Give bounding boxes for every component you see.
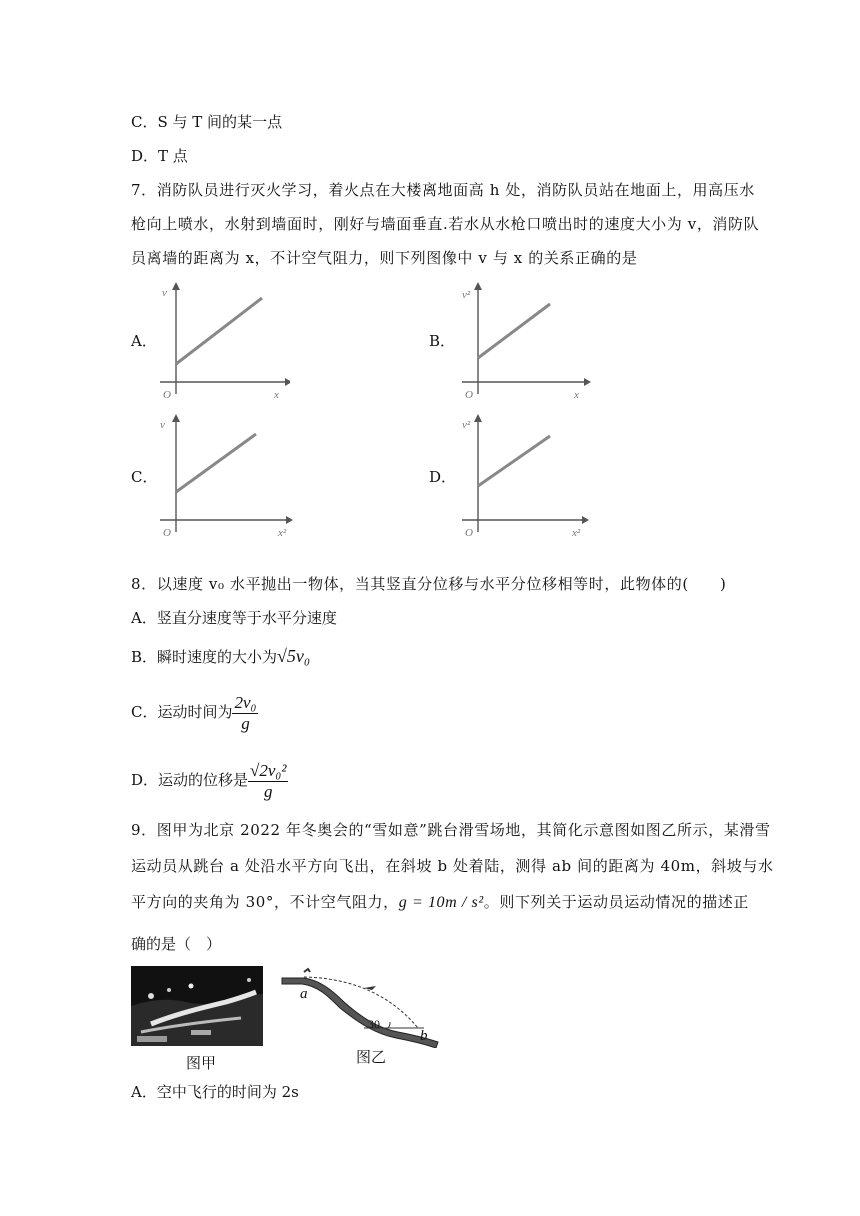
q8-option-c — [131, 692, 258, 734]
q7-graph-d-xlabel: x² — [572, 527, 581, 538]
q9-stem-line4: 确的是（ ） — [131, 935, 222, 953]
q9-schematic-angle: 30 — [368, 1017, 380, 1031]
q8-option-d-fraction: $\frac{\text{√2v₀²}}{g}$ — [250, 760, 287, 801]
q8-option-d — [131, 760, 288, 802]
q7-graph-b-xlabel: x — [574, 389, 579, 400]
q9-figure2-caption: 图乙 — [356, 1048, 387, 1066]
q7-option-a-label: A． — [131, 332, 157, 350]
q7-graph-c-origin: O — [163, 527, 171, 538]
q7-graph-d — [452, 414, 592, 538]
q9-option-a: A．空中飞行的时间为 2s — [131, 1083, 299, 1101]
q6-option-c: C．S 与 T 间的某一点 — [131, 113, 283, 131]
q8-option-b-text: B．瞬时速度的大小为 — [131, 648, 278, 666]
q9-schematic-label-b: b — [420, 1028, 428, 1044]
q7-stem-line2: 枪向上喷水，水射到墙面时，刚好与墙面垂直.若水从水枪口喷出时的速度大小为 v，消防队 — [131, 215, 760, 233]
q9-schematic-label-a: a — [300, 986, 308, 1002]
q9-schematic-figure — [278, 966, 442, 1048]
q8-option-c-fraction: $\frac{\text{2v₀}}{g}$ — [234, 692, 257, 733]
q9-gravity-math: g = 10m / s² — [398, 894, 484, 911]
q7-graph-d-origin: O — [465, 527, 473, 538]
q9-stem-line1: 9．图甲为北京 2022 年冬奥会的“雪如意”跳台滑雪场地，其简化示意图如图乙所示，某滑雪 — [131, 821, 771, 839]
q9-stem-line2: 运动员从跳台 a 处沿水平方向飞出，在斜坡 b 处着陆，测得 ab 间的距离为 40m，斜坡与水 — [131, 857, 774, 875]
q7-graph-a-origin: O — [163, 389, 171, 400]
q9-stem-line3: 平方向的夹角为 30°，不计空气阻力，g = 10m / s²。则下列关于运动员运动情况的描述正 — [131, 893, 749, 911]
q8-option-a: A．竖直分速度等于水平分速度 — [131, 609, 337, 627]
q8-stem: 8．以速度 v₀ 水平抛出一物体，当其竖直分位移与水平分位移相等时，此物体的( ) — [131, 575, 727, 593]
q7-graph-c — [150, 414, 295, 538]
q7-stem-line1: 7．消防队员进行灭火学习，着火点在大楼离地面高 h 处，消防队员站在地面上，用高压水 — [131, 181, 755, 199]
q7-graph-a — [150, 282, 290, 400]
q7-graph-a-xlabel: x — [274, 389, 279, 400]
q7-graph-d-ylabel: v² — [462, 419, 471, 431]
q9-photo-figure — [131, 966, 263, 1046]
q7-graph-c-ylabel: v — [160, 419, 165, 431]
q7-graph-b — [452, 282, 592, 400]
q9-figure1-caption: 图甲 — [186, 1054, 217, 1072]
q7-stem-line3: 员离墙的距离为 x，不计空气阻力，则下列图像中 v 与 x 的关系正确的是 — [131, 249, 638, 267]
q8-option-c-text: C．运动时间为 — [131, 703, 233, 721]
q7-graph-b-origin: O — [465, 389, 473, 400]
q6-option-d: D．T 点 — [131, 147, 188, 165]
q7-option-d-label: D． — [429, 468, 457, 486]
q7-option-b-label: B． — [429, 332, 456, 350]
q8-option-b-math: √5v₀ — [277, 646, 311, 666]
q7-graph-b-ylabel: v² — [462, 289, 471, 301]
q7-graph-a-ylabel: v — [162, 287, 167, 299]
q8-option-d-text: D．运动的位移是 — [131, 771, 249, 789]
q7-graph-c-xlabel: x² — [278, 527, 287, 538]
q8-option-b — [131, 646, 310, 667]
q7-option-c-label: C． — [131, 468, 158, 486]
